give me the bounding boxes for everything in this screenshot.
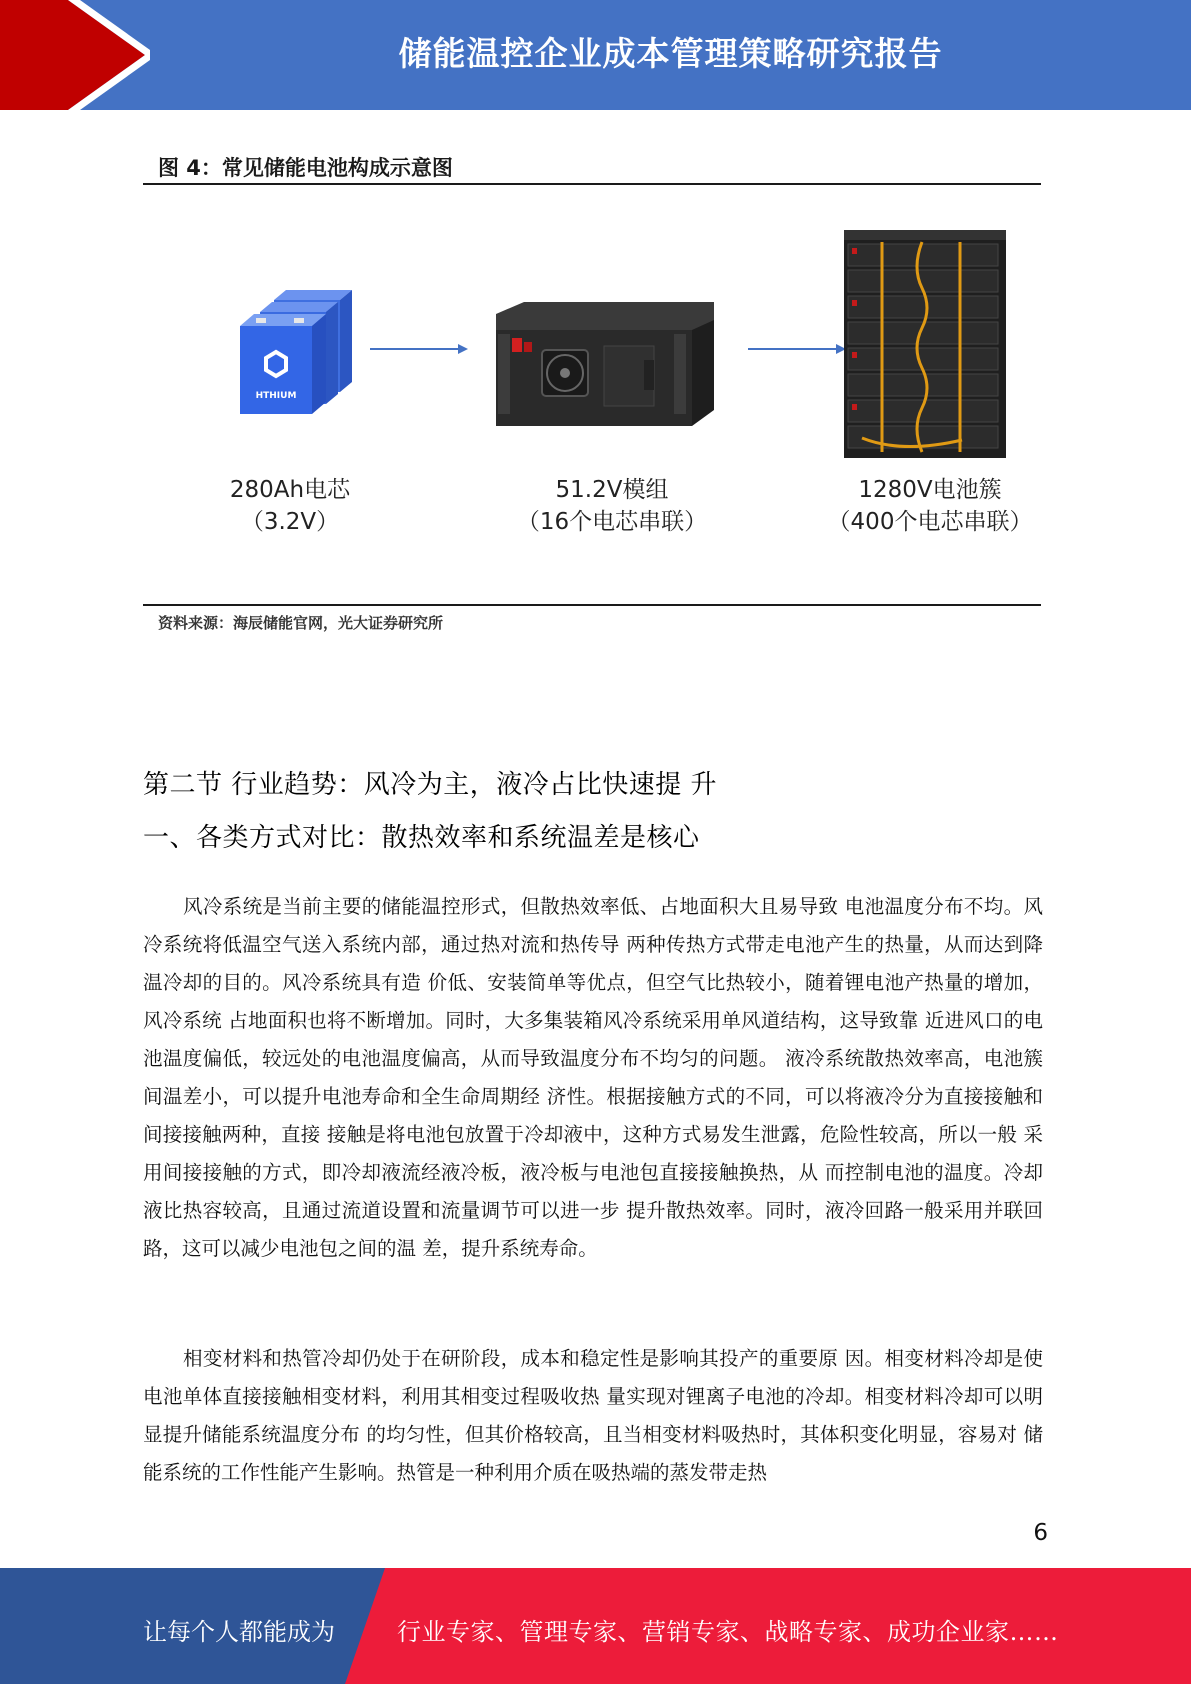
page-header xyxy=(0,0,1191,110)
battery-cluster-icon xyxy=(842,228,1008,460)
footer-slogan-left: 让每个人都能成为 xyxy=(143,1618,335,1646)
cell-logo-text: HTHIUM xyxy=(255,391,297,401)
cell-label xyxy=(160,474,420,538)
module-label xyxy=(482,474,742,538)
cluster-label-line2: （400个电芯串联） xyxy=(827,509,1033,535)
figure-source: 资料来源：海辰储能官网，光大证券研究所 xyxy=(158,614,444,632)
paragraph-air-liquid-cooling: 风冷系统是当前主要的储能温控形式，但散热效率低、占地面积大且易导致 电池温度分布不均。风冷系统将低温空气送入系统内部，通过热对流和热传导 两种传热方式带走电池产生的热量，从而达到降温冷却的目的。风冷系统具有造 价低、安装简单等优点，但空气比热较小，随着锂电池产热量的增加，风冷系统 占地面积也将不断增加。同时，大多集装箱风冷系统采用单风道结构，这导致靠 近进风口的电池温度偏低，较远处的电池温度偏高，从而导致温度分布不均匀的问题。 液冷系统散热效率高，电池簇间温差小，可以提升电池寿命和全生命周期经 济性。根据接触方式的不同，可以将液冷分为直接接触和间接接触两种，直接 接触是将电池包放置于冷却液中，这种方式易发生泄露，危险性较高，所以一般 采用间接接触的方式，即冷却液流经液冷板，液冷板与电池包直接接触换热，从 而控制电池的温度。冷却液比热容较高，且通过流道设置和流量调节可以进一步 提升散热效率。同时，液冷回路一般采用并联回路，这可以减少电池包之间的温 差，提升系统寿命。 xyxy=(143,895,1043,1260)
arrow-right-icon xyxy=(370,342,470,356)
battery-module-icon xyxy=(494,300,716,430)
page-footer xyxy=(0,1568,1191,1684)
section-title: 第二节 行业趋势：风冷为主，液冷占比快速提 升 xyxy=(143,770,718,800)
cluster-label xyxy=(800,474,1060,538)
battery-cell-icon xyxy=(234,290,364,415)
figure-caption: 图 4：常见储能电池构成示意图 xyxy=(158,156,453,180)
source-rule xyxy=(143,604,1041,606)
module-label-line2: （16个电芯串联） xyxy=(516,509,708,535)
arrow-right-icon xyxy=(748,342,848,356)
footer-slogan-right: 行业专家、管理专家、营销专家、战略专家、成功企业家…… xyxy=(397,1618,1059,1646)
module-label-line1: 51.2V模组 xyxy=(555,477,669,503)
report-title: 储能温控企业成本管理策略研究报告 xyxy=(398,34,943,73)
paragraph-phase-change-heat-pipe: 相变材料和热管冷却仍处于在研阶段，成本和稳定性是影响其投产的重要原 因。相变材料冷却是使电池单体直接接触相变材料，利用其相变过程吸收热 量实现对锂离子电池的冷却。相变材料冷却可以明显提升储能系统温度分布 的均匀性，但其价格较高，且当相变材料吸热时，其体积变化明显，容易对 储能系统的工作性能产生影响。热管是一种利用介质在吸热端的蒸发带走热 xyxy=(143,1347,1043,1484)
cell-label-line1: 280Ah电芯 xyxy=(229,477,351,503)
caption-rule xyxy=(143,183,1041,185)
cell-label-line2: （3.2V） xyxy=(240,509,340,535)
section-subtitle: 一、各类方式对比：散热效率和系统温差是核心 xyxy=(143,823,700,853)
cluster-label-line1: 1280V电池簇 xyxy=(858,477,1002,503)
page-number: 6 xyxy=(1033,1520,1048,1546)
